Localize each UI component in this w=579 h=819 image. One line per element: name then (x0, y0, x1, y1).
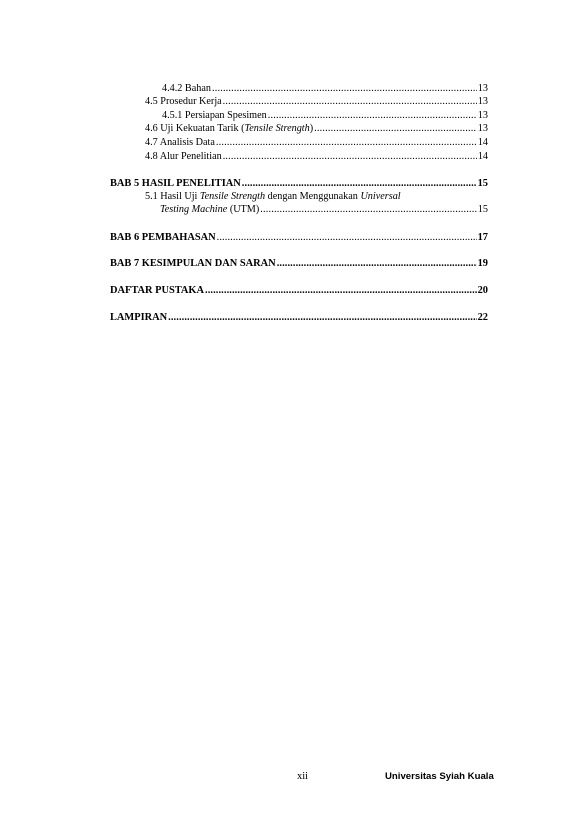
toc-entry-title: BAB 6 PEMBAHASAN (110, 232, 216, 243)
toc-entry-title (160, 203, 259, 216)
toc-entry-title-text: (UTM) (227, 204, 260, 215)
toc-dot-leader (260, 203, 477, 216)
toc-dot-leader (223, 95, 477, 108)
toc-entry-page: 14 (477, 137, 488, 148)
toc-entry-daftar-pustaka (110, 284, 488, 297)
toc-entry-title: 4.7 Analisis Data (145, 137, 215, 148)
toc-entry-lampiran (110, 311, 488, 324)
toc-entry-title: LAMPIRAN (110, 312, 168, 323)
toc-entry-4-6 (145, 122, 488, 135)
toc-entry-title (145, 122, 313, 135)
toc-entry-page: 15 (477, 204, 488, 215)
toc-dot-leader (314, 122, 477, 135)
toc-dot-leader (205, 284, 477, 297)
toc-entry-title: BAB 5 HASIL PENELITIAN (110, 178, 241, 189)
toc-entry-bab-5 (110, 177, 488, 190)
toc-entry-bab-7 (110, 257, 488, 270)
toc-entry-title: DAFTAR PUSTAKA (110, 285, 204, 296)
toc-entry-page: 20 (477, 285, 488, 296)
toc-entry-title: 4.5 Prosedur Kerja (145, 96, 222, 107)
toc-entry-title: BAB 7 KESIMPULAN DAN SARAN (110, 258, 276, 269)
footer-institution: Universitas Syiah Kuala (385, 771, 494, 782)
footer-page-number: xii (297, 771, 309, 782)
toc-dot-leader (168, 311, 476, 324)
toc-entry-title-italic: Universal (360, 191, 401, 202)
toc-entry-page: 13 (477, 96, 488, 107)
toc-entry-4-5-1 (162, 109, 488, 122)
toc-entry-page: 19 (477, 258, 488, 269)
toc-entry-title: 4.8 Alur Penelitian (145, 151, 222, 162)
toc-entry-title: 4.4.2 Bahan (162, 83, 211, 94)
toc-entry-title-italic: Testing Machine (160, 204, 228, 215)
toc-entry-4-7 (145, 136, 488, 149)
toc-dot-leader (216, 136, 477, 149)
toc-entry-page: 15 (477, 178, 488, 189)
toc-entry-page: 17 (477, 232, 488, 243)
toc-dot-leader (277, 257, 477, 270)
toc-entry-4-8 (145, 150, 488, 163)
toc-entry-page: 13 (477, 123, 488, 134)
toc-entry-4-5 (145, 95, 488, 108)
toc-entry-page: 14 (477, 151, 488, 162)
toc-entry-4-4-2 (162, 82, 488, 95)
toc-entry-title-text: 5.1 Hasil Uji (145, 191, 200, 202)
toc-dot-leader (212, 82, 477, 95)
toc-entry-title-text: 4.6 Uji Kekuatan Tarik ( (145, 123, 245, 134)
toc-entry-page: 22 (477, 312, 488, 323)
toc-entry-page: 13 (477, 83, 488, 94)
toc-dot-leader (223, 150, 477, 163)
toc-entry-bab-6 (110, 231, 488, 244)
toc-entry-page: 13 (477, 110, 488, 121)
toc-dot-leader (242, 177, 477, 190)
toc-entry-title-italic: Tensile Strength (199, 191, 266, 202)
toc-entry-5-1-line-1 (145, 190, 401, 203)
toc-entry-5-1 (160, 203, 488, 216)
toc-dot-leader (268, 109, 477, 122)
toc-entry-title-italic: Tensile Strength (244, 123, 310, 134)
toc-entry-title-text: dengan Menggunakan (265, 191, 361, 202)
toc-entry-title-text: ) (309, 123, 314, 134)
toc-entry-title: 4.5.1 Persiapan Spesimen (162, 110, 267, 121)
toc-dot-leader (217, 231, 477, 244)
